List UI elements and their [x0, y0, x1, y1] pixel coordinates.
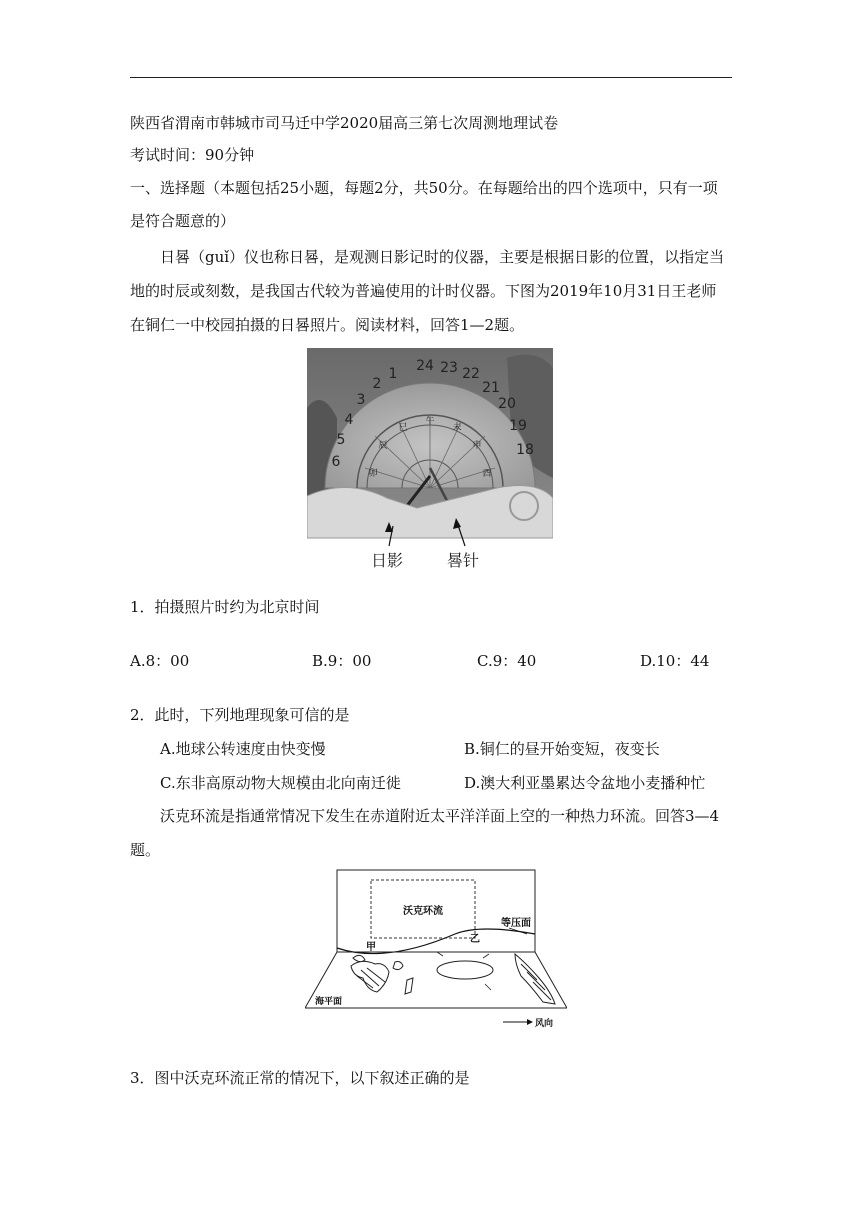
q1-option-c: C.9：40 [477, 652, 537, 670]
point-jia-label: 甲 [366, 942, 376, 953]
small-island-2 [393, 962, 403, 970]
island-narrow [405, 978, 413, 994]
landmass-west [351, 961, 389, 992]
numeral: 23 [440, 360, 458, 376]
numeral: 19 [509, 418, 527, 434]
section-heading-line1: 一、选择题（本题包括25小题，每题2分，共50分。在每题给出的四个选项中，只有一项 [130, 179, 718, 197]
q2-option-a: A.地球公转速度由快变慢 [160, 740, 326, 758]
numeral: 2 [372, 376, 382, 392]
surface-circulation-ellipse [437, 961, 493, 979]
intro1-line2: 地的时辰或刻数，是我国古代较为普遍使用的计时仪器。下图为2019年10月31日王老师 [130, 282, 717, 300]
q2-option-c: C.东非高原动物大规模由北向南迁徙 [160, 774, 401, 792]
numeral: 18 [516, 442, 534, 458]
numeral: 22 [462, 366, 480, 382]
branch-char: 申 [472, 441, 482, 451]
q2-option-d: D.澳大利亚墨累达令盆地小麦播种忙 [464, 774, 706, 792]
sundial-figure [307, 348, 553, 580]
wind-legend-label: 风向 [535, 1019, 554, 1028]
isobar-label: 等压面 [501, 918, 531, 929]
walker-diagram [305, 868, 567, 1028]
q1-option-a: A.8：00 [130, 652, 190, 670]
sea-level-label: 海平面 [315, 997, 343, 1007]
header-rule [130, 77, 732, 78]
numeral: 5 [336, 432, 346, 448]
q2-option-b: B.铜仁的昼开始变短，夜变长 [464, 740, 660, 758]
surface-arrows [437, 952, 491, 990]
intro2-line2: 题。 [130, 841, 161, 859]
label-shadow: 日影 [370, 551, 404, 570]
label-gnomon: 晷针 [446, 551, 480, 570]
walker-figure [305, 868, 567, 1032]
branch-char: 未 [452, 423, 462, 433]
q1-option-b: B.9：00 [312, 652, 372, 670]
intro1-line1: 日晷（guǐ）仪也称日晷，是观测日影记时的仪器，主要是根据日影的位置，以指定当 [160, 248, 725, 266]
wind-legend-arrowhead [527, 1019, 533, 1025]
numeral: 20 [498, 396, 516, 412]
section-heading-line2: 是符合题意的） [130, 212, 236, 230]
landmass-east [515, 954, 555, 1004]
intro1-line3: 在铜仁一中校园拍摄的日晷照片。阅读材料，回答1—2题。 [130, 316, 525, 334]
walker-box-label: 沃克环流 [403, 906, 443, 917]
q1-stem: 1．拍摄照片时约为北京时间 [130, 598, 320, 616]
sundial-photo [307, 348, 553, 576]
q2-stem: 2．此时，下列地理现象可信的是 [130, 706, 350, 724]
numeral: 1 [388, 366, 398, 382]
exam-title: 陕西省渭南市韩城市司马迁中学2020届高三第七次周测地理试卷 [130, 114, 559, 132]
branch-char: 午 [425, 417, 435, 427]
numeral: 3 [356, 392, 366, 408]
numeral: 6 [331, 454, 341, 470]
q1-option-d: D.10：44 [640, 652, 710, 670]
intro2-line1: 沃克环流是指通常情况下发生在赤道附近太平洋洋面上空的一种热力环流。回答3—4 [160, 807, 720, 825]
numeral: 21 [482, 380, 500, 396]
branch-char: 酉 [482, 469, 492, 479]
numeral: 24 [416, 358, 434, 374]
branch-char: 巳 [398, 423, 408, 433]
point-yi-label: 乙 [470, 934, 480, 945]
exam-time: 考试时间：90分钟 [130, 146, 255, 164]
branch-char: 卯 [368, 469, 378, 479]
small-island [353, 955, 365, 961]
numeral: 4 [344, 412, 354, 428]
branch-char: 辰 [378, 441, 388, 451]
q3-stem: 3．图中沃克环流正常的情况下，以下叙述正确的是 [130, 1069, 470, 1087]
